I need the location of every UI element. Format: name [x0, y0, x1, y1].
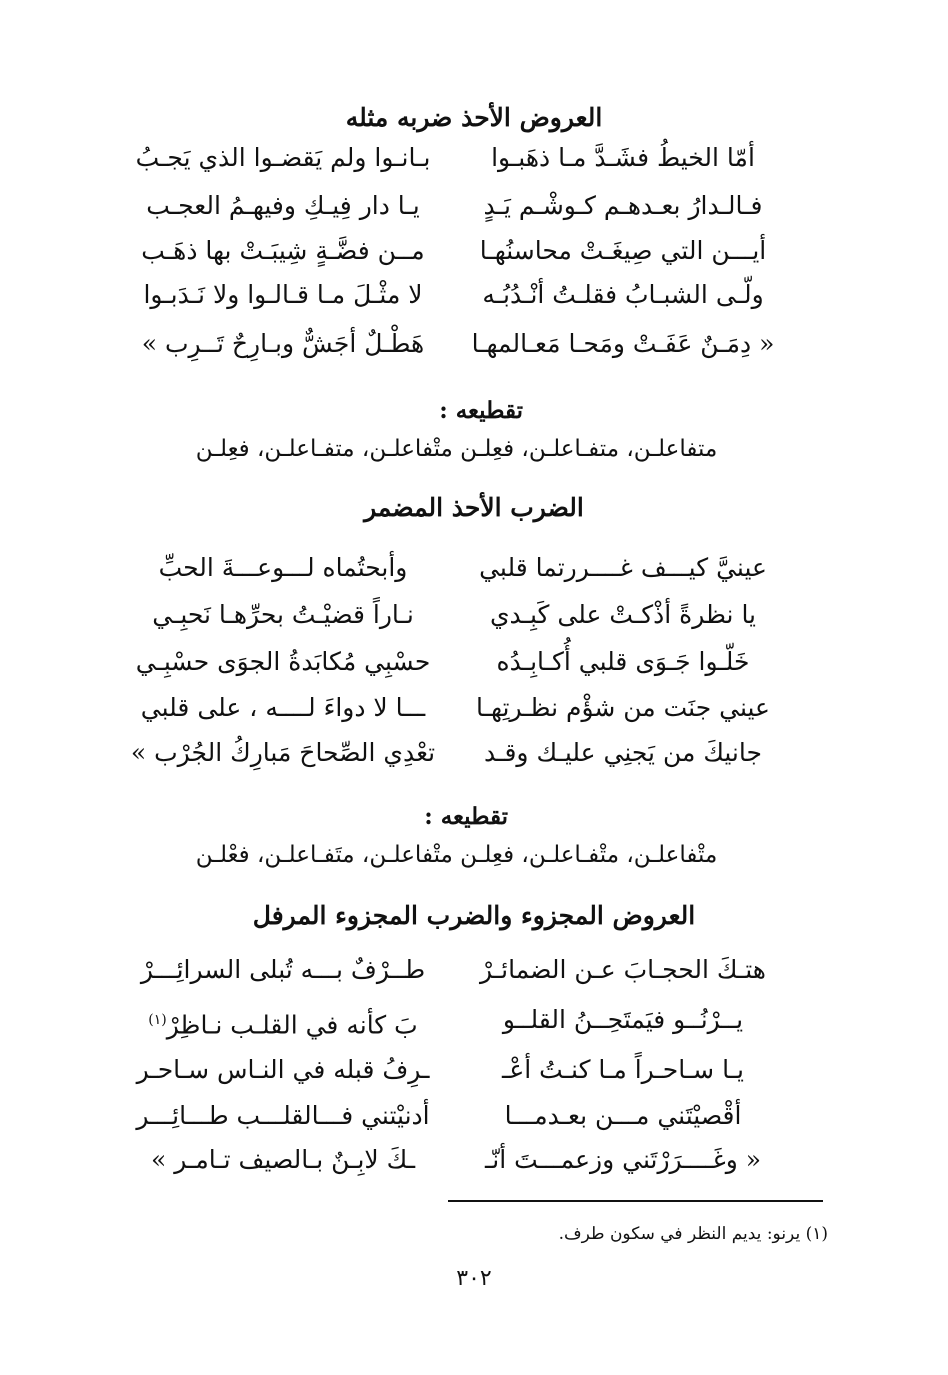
verse-line	[0, 1138, 948, 1182]
page-number: ٣٠٢	[456, 1266, 492, 1291]
verse-line	[0, 731, 948, 775]
hemistich-text: بَ كأنه في القلـب نـاظِرْ	[166, 1010, 418, 1040]
verse-second-hemistich: نـاراً قضيْـتُ بحرِّهـا نَحبِـي	[152, 600, 414, 629]
verse-second-hemistich: لا مثْـلَ مـا قـالـوا ولا نَـدَبـوا	[143, 280, 423, 309]
verse-line	[0, 273, 948, 317]
section-heading: الضرب الأحذ المضمر	[364, 493, 584, 522]
verse-second-hemistich: تعْدِي الصِّحاحَ مَبارِكُ الجُرْب »	[130, 738, 436, 767]
verse-first-hemistich: عيني جنَت من شؤْم نظـرتِهـا	[476, 693, 770, 722]
verse-second-hemistich: ـرِفُ قبله في النـاس سـاحـر	[136, 1055, 430, 1084]
footnote-divider	[448, 1200, 823, 1202]
verse-line	[0, 322, 948, 366]
verse-line	[0, 948, 948, 992]
verse-line	[0, 229, 948, 273]
verse-second-hemistich: بـانـوا ولم يَقضـوا الذي يَجـبُ	[135, 143, 431, 172]
verse-second-hemistich: ـكَ لابِـنٌ بـالصيف تـامـر »	[150, 1145, 416, 1174]
verse-second-hemistich: هَطْـلٌ أجَشٌّ وبـارِحٌ تَــرِب »	[141, 329, 425, 358]
verse-first-hemistich: هتـكَ الحجـابَ عـن الضمائـرْ	[480, 955, 766, 984]
footnote: (١) يرنو: يديم النظر في سكون طرف.	[558, 1224, 828, 1244]
verse-line	[0, 184, 948, 228]
verse-first-hemistich: « دِمَـنٌ عَفَـتْ ومَحـا مَعـالمهـا	[471, 329, 775, 358]
section-heading: العروض المجزوء والضرب المجزوء المرفل	[252, 901, 696, 930]
verse-line	[0, 640, 948, 684]
verse-line	[0, 593, 948, 637]
scansion-label: تقطيعه :	[439, 397, 523, 424]
verse-first-hemistich: أيـــن التي صِيغَـتْ محاسنُهـا	[479, 236, 767, 265]
verse-first-hemistich: جانيكَ من يَجنِي عليـك وقـد	[484, 738, 762, 767]
verse-second-hemistich: وأبحتُماه لـــوعـــةَ الحبِّ	[158, 553, 408, 582]
verse-line	[0, 998, 948, 1042]
verse-first-hemistich: « وغَــــرَرْتَني وزعمـــتَ أنّـ	[484, 1145, 762, 1174]
verse-line	[0, 546, 948, 590]
verse-first-hemistich: خَلّـوا جَـوَى قلبي أُكـابِـدُه	[496, 647, 750, 676]
scansion-line: متْفاعلـن، متْفـاعلـن، فعِلـن متْفاعلـن، متَفـاعلـن، فعْلـن	[195, 842, 718, 868]
verse-first-hemistich: أمّا الخيطُ فشَـدَّ مـا ذهَبـوا	[491, 143, 755, 172]
scansion-line: متفاعلـن، متفـاعلـن، فعِلـن متْفاعلـن، متفـاعلـن، فعِلـن	[195, 436, 718, 462]
verse-first-hemistich: أقْصيْتَني مـــن بعـدمـــا	[504, 1101, 742, 1130]
verse-first-hemistich: يـا سـاحـراً مـا كنـتُ أعْـ	[502, 1055, 744, 1084]
verse-line	[0, 686, 948, 730]
verse-first-hemistich: يا نظرةً أذْكـتْ على كَبِـدي	[489, 600, 757, 629]
verse-second-hemistich: طــرْفٌ بـــه تُبلى السرائِـــرْ	[140, 955, 426, 984]
section-heading: العروض الأحذ ضربه مثله	[345, 103, 603, 132]
verse-second-hemistich: ـــا لا دواءَ لــــه ، على قلبي	[140, 693, 426, 722]
verse-second-hemistich: أدنيْتني فـــالقلـــب طـــائِـــر	[136, 1101, 430, 1130]
verse-first-hemistich: يــرْنُــو فيَمتَحِــنُ القلــو	[502, 1005, 744, 1034]
verse-second-hemistich	[108, 998, 458, 1047]
verse-second-hemistich: حسْبِي مُكابَدةُ الجوَى حسْبِـي	[135, 647, 431, 676]
verse-first-hemistich: ولّـى الشبـابُ فقلـتُ أنْـدُبُـه	[482, 280, 764, 309]
verse-second-hemistich: مــن فضَّـةٍ شِيبَـتْ بها ذهَـب	[141, 236, 425, 265]
verse-first-hemistich: عينيَّ كيـــف غــــررتما قلبي	[479, 553, 767, 582]
verse-first-hemistich: فـالـدارُ بعـدهـم كـوشْـم يَـدٍ	[483, 191, 763, 220]
verse-line	[0, 1094, 948, 1138]
verse-line	[0, 1048, 948, 1092]
verse-second-hemistich: يـا دار فِيـكِ وفيهـمُ العجـب	[146, 191, 420, 220]
scansion-label: تقطيعه :	[424, 803, 508, 830]
verse-line	[0, 136, 948, 180]
footnote-marker: (١)	[148, 1012, 167, 1028]
